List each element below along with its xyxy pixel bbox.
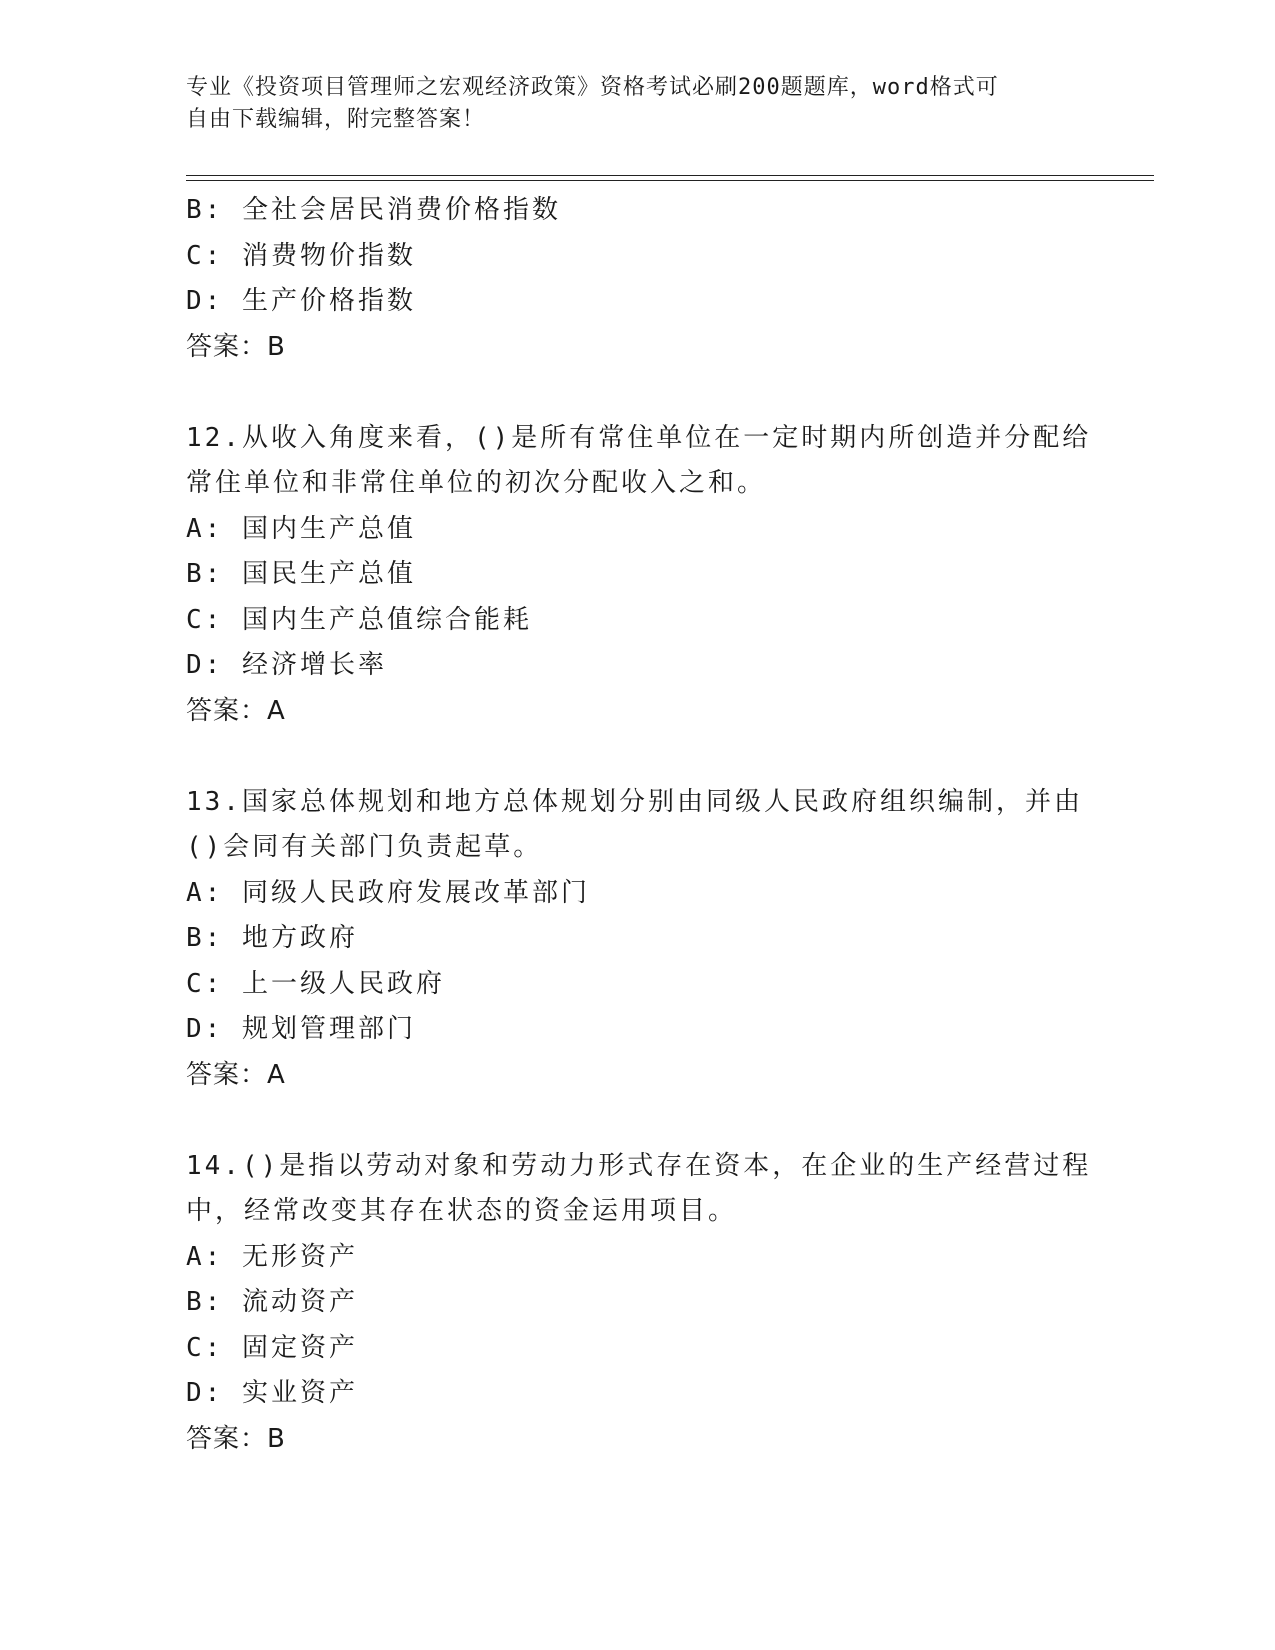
question-13 [186, 780, 1086, 1099]
option-a: A: 无形资产 [186, 1241, 358, 1272]
continued-question [186, 188, 1086, 370]
question-14 [186, 1144, 1092, 1463]
option-c: C: 国内生产总值综合能耗 [186, 604, 532, 635]
question-stem-line-1: 14.()是指以劳动对象和劳动力形式存在资本，在企业的生产经营过程 [186, 1150, 1092, 1181]
question-stem-line-1: 12.从收入角度来看，()是所有常住单位在一定时期内所创造并分配给 [186, 422, 1092, 453]
option-d: D: 生产价格指数 [186, 286, 416, 316]
spacer [186, 370, 1086, 416]
question-stem-line-2: 中，经常改变其存在状态的资金运用项目。 [186, 1196, 738, 1226]
header-line-2: 自由下载编辑，附完整答案！ [186, 107, 486, 132]
option-c: C: 固定资产 [186, 1332, 358, 1363]
option-b: B: 地方政府 [186, 923, 358, 953]
header-divider [186, 175, 1154, 181]
option-a: A: 国内生产总值 [186, 513, 416, 544]
option-a: A: 同级人民政府发展改革部门 [186, 877, 590, 908]
answer: 答案：B [186, 1423, 286, 1454]
question-12 [186, 416, 1092, 735]
spacer [186, 734, 1086, 780]
answer: 答案：B [186, 331, 286, 362]
option-b: B: 流动资产 [186, 1287, 358, 1317]
option-c: C: 消费物价指数 [186, 240, 416, 271]
question-stem-line-1: 13.国家总体规划和地方总体规划分别由同级人民政府组织编制，并由 [186, 786, 1083, 817]
question-stem-line-2: ()会同有关部门负责起草。 [186, 832, 543, 862]
option-d: D: 规划管理部门 [186, 1014, 416, 1044]
option-b: B: 全社会居民消费价格指数 [186, 195, 561, 225]
option-b: B: 国民生产总值 [186, 559, 416, 589]
option-d: D: 经济增长率 [186, 650, 387, 680]
header-line-1: 专业《投资项目管理师之宏观经济政策》资格考试必刷200题题库，word格式可 [186, 75, 999, 100]
option-d: D: 实业资产 [186, 1378, 358, 1408]
answer: 答案：A [186, 695, 286, 726]
question-list [186, 188, 1092, 1462]
document-header [186, 72, 1066, 136]
option-c: C: 上一级人民政府 [186, 968, 445, 999]
spacer [186, 1098, 1086, 1144]
answer: 答案：A [186, 1059, 286, 1090]
question-stem-line-2: 常住单位和非常住单位的初次分配收入之和。 [186, 468, 767, 498]
